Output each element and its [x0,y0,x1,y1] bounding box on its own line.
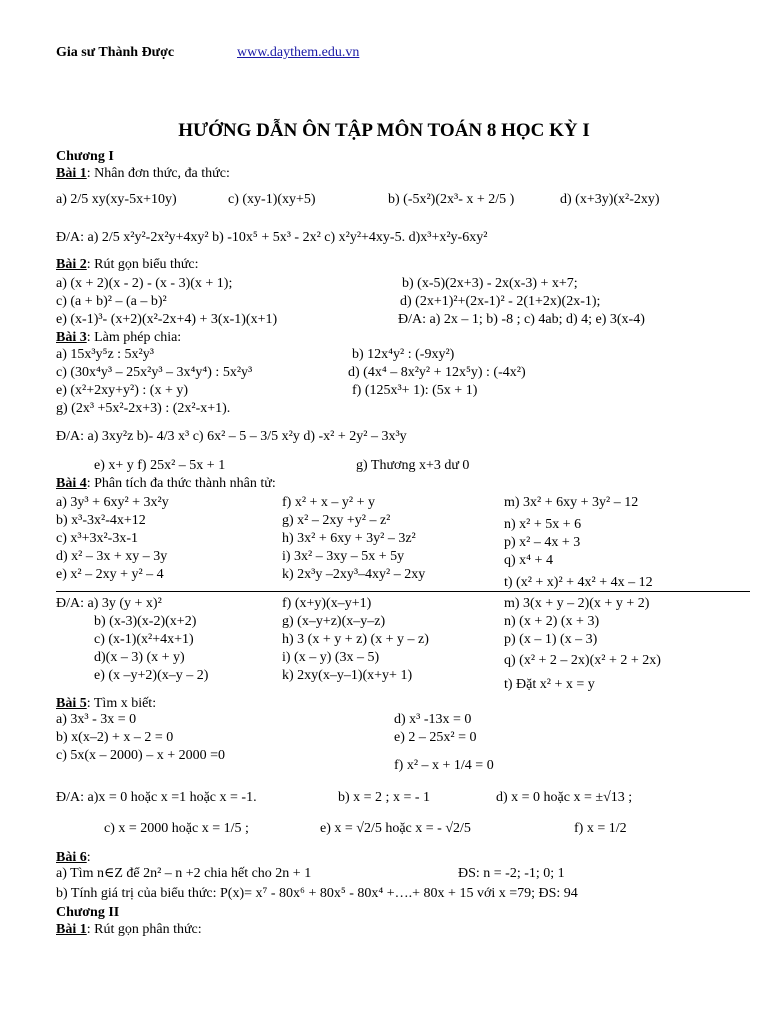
doc-line [56,429,407,445]
doc-line [56,166,230,182]
doc-line [56,276,232,292]
doc-line-text: d) (x+3y)(x²-2xy) [560,192,660,207]
doc-line-text: a) (x + 2)(x - 2) - (x - 3)(x + 1); [56,276,233,291]
doc-line [56,383,188,399]
section-divider [56,591,750,592]
doc-line-text: Đ/A: a) 3y (y + x)² [56,596,162,611]
header-website-link[interactable]: www.daythem.edu.vn [237,45,360,60]
doc-line [320,821,471,837]
doc-line-text: Chương II [56,905,120,920]
doc-line-text: f) x² + x – y² + y [282,495,376,510]
doc-line-text: c) (30x⁴y³ – 25x²y³ – 3x⁴y⁴) : 5x²y³ [56,365,253,380]
doc-line [104,821,249,837]
doc-line [504,575,653,591]
doc-line-text: f) (125x³+ 1): (5x + 1) [352,383,478,398]
doc-line [356,458,469,474]
doc-line [504,632,597,648]
doc-line [56,922,202,938]
exercise-label: Bài 6 [56,850,87,865]
doc-line-text: d)(x – 3) (x + y) [94,650,185,665]
doc-line [352,383,477,399]
doc-line [56,495,169,511]
doc-line [282,614,385,630]
doc-line [56,905,119,921]
exercise-label: Bài 5 [56,696,87,711]
doc-line-text: h) 3x² + 6xy + 3y² – 3z² [282,531,416,546]
doc-line [56,748,225,764]
doc-line-text: k) 2x³y –2xy³–4xy² – 2xy [282,567,426,582]
doc-line-text: b) x³-3x²-4x+12 [56,513,146,528]
doc-line-text: c) 5x(x – 2000) – x + 2000 =0 [56,748,225,763]
header-author: Gia sư Thành Được [56,45,175,60]
doc-line [402,276,578,292]
doc-line [94,614,196,630]
doc-line-text: m) 3(x + y – 2)(x + y + 2) [504,596,650,611]
doc-line-text: b) 12x⁴y² : (-9xy²) [352,347,455,362]
doc-line-text: e) x² – 2xy + y² – 4 [56,567,164,582]
doc-line [56,850,91,866]
doc-line [282,596,371,612]
doc-line [400,294,600,310]
doc-line [504,535,580,551]
doc-line [56,192,177,208]
doc-line [352,347,454,363]
doc-line-text: f) x² – x + 1/4 = 0 [394,758,494,773]
exercise-label: Bài 2 [56,257,87,272]
doc-line-text: c) x³+3x²-3x-1 [56,531,138,546]
doc-line [282,549,404,565]
doc-line-text: : Tìm x biết: [86,696,157,711]
doc-line [56,730,173,746]
doc-line-text: c) (x-1)(x²+4x+1) [94,632,194,647]
doc-line [94,668,208,684]
doc-line [56,330,181,346]
doc-line [458,866,565,882]
doc-line [348,365,526,381]
doc-line [282,632,429,648]
doc-line-text: : Rút gọn biểu thức: [86,257,199,272]
doc-line-text: b) Tính giá trị của biểu thức: P(x)= x⁷ - 80x⁶ + 80x⁵ - 80x⁴ +….+ 80x + 15 với x =79; ĐS: 94 [56,886,578,901]
doc-line [504,596,649,612]
doc-line-text: Chương I [56,149,114,164]
doc-line-text: i) (x – y) (3x – 5) [282,650,380,665]
doc-line-text: e) (x –y+2)(x–y – 2) [94,668,209,683]
doc-line-text: : Làm phép chia: [86,330,182,345]
doc-line-text: d) (2x+1)²+(2x-1)² - 2(1+2x)(2x-1); [400,294,601,309]
doc-line [394,730,476,746]
doc-line-text: b) (-5x²)(2x³- x + 2/5 ) [388,192,515,207]
doc-line [56,347,154,363]
doc-line-text: Đ/A: a) 2x – 1; b) -8 ; c) 4ab; d) 4; e) 3(x-4) [398,312,645,327]
doc-line-text: p) x² – 4x + 3 [504,535,581,550]
doc-line-text: Đ/A: a) 3xy²z b)- 4/3 x³ c) 6x² – 5 – 3/5 x²y d) -x² + 2y² – 3x³y [56,429,407,444]
doc-line-text: e) 2 – 25x² = 0 [394,730,477,745]
doc-line-text: n) (x + 2) (x + 3) [504,614,600,629]
doc-line-text: ĐS: n = -2; -1; 0; 1 [458,866,565,881]
doc-line [56,294,167,310]
doc-line-text: d) (4x⁴ – 8x²y² + 12x⁵y) : (-4x²) [348,365,526,380]
doc-line [398,312,645,328]
doc-line [394,712,471,728]
doc-line [56,790,257,806]
doc-line-text: b) x = 2 ; x = - 1 [338,790,431,805]
doc-line [56,149,114,165]
exercise-label: Bài 1 [56,166,87,181]
doc-line [388,192,514,208]
doc-line-text: c) (xy-1)(xy+5) [228,192,316,207]
doc-line-text: c) (a + b)² – (a – b)² [56,294,167,309]
doc-line [394,758,494,774]
exercise-label: Bài 4 [56,476,87,491]
doc-line-text: f) (x+y)(x–y+1) [282,596,372,611]
doc-line-text: : Nhân đơn thức, đa thức: [86,166,230,181]
doc-line-text: a) 3y³ + 6xy² + 3x²y [56,495,169,510]
doc-line-text: b) (x-3)(x-2)(x+2) [94,614,197,629]
doc-line [560,192,660,208]
doc-line [56,866,311,882]
doc-line-text: a) 2/5 xy(xy-5x+10y) [56,192,177,207]
doc-line-text: d) x² – 3x + xy – 3y [56,549,168,564]
doc-line-text: : Phân tích đa thức thành nhân tử: [86,476,276,491]
exercise-label: Bài 1 [56,922,87,937]
doc-line [504,553,553,569]
doc-line-text: Đ/A: a)x = 0 hoặc x =1 hoặc x = -1. [56,790,257,805]
doc-line [56,567,164,583]
doc-line-text: e) (x-1)³- (x+2)(x²-2x+4) + 3(x-1)(x+1) [56,312,278,327]
doc-line [282,513,390,529]
doc-line [56,312,277,328]
doc-line [94,458,225,474]
doc-line-text: d) x³ -13x = 0 [394,712,472,727]
doc-line-text: d) x = 0 hoặc x = ±√13 ; [496,790,633,805]
doc-line-text: : [86,850,91,865]
doc-line-text: e) (x²+2xy+y²) : (x + y) [56,383,188,398]
doc-line-text: g) (x–y+z)(x–y–z) [282,614,386,629]
doc-line-text: n) x² + 5x + 6 [504,517,582,532]
doc-line [504,614,599,630]
doc-line-text: f) x = 1/2 [574,821,627,836]
doc-line [56,712,136,728]
doc-line-text: t) Đặt x² + x = y [504,677,595,692]
doc-line-text: t) (x² + x)² + 4x² + 4x – 12 [504,575,653,590]
doc-line [56,596,162,612]
doc-line-text: : Rút gọn phân thức: [86,922,202,937]
doc-line [56,230,487,246]
doc-line-text: b) x(x–2) + x – 2 = 0 [56,730,174,745]
doc-line [56,886,578,902]
doc-line [504,653,661,669]
doc-line-text: m) 3x² + 6xy + 3y² – 12 [504,495,639,510]
doc-line-text: k) 2xy(x–y–1)(x+y+ 1) [282,668,413,683]
doc-line-text: c) x = 2000 hoặc x = 1/5 ; [104,821,249,836]
doc-line-text: g) (2x³ +5x²-2x+3) : (2x²-x+1). [56,401,231,416]
doc-line-text: p) (x – 1) (x – 3) [504,632,598,647]
doc-line [282,650,379,666]
doc-line-text: Đ/A: a) 2/5 x²y²-2x²y+4xy² b) -10x⁵ + 5x³ - 2x² c) x²y²+4xy-5. d)x³+x²y-6xy² [56,230,488,245]
doc-line [282,531,416,547]
doc-line [574,821,627,837]
doc-line [504,517,581,533]
exercise-label: Bài 3 [56,330,87,345]
doc-line [56,531,138,547]
doc-line [56,513,146,529]
doc-line-text: i) 3x² – 3xy – 5x + 5y [282,549,405,564]
doc-line [94,650,185,666]
doc-line [282,668,412,684]
doc-line-text: e) x+ y f) 25x² – 5x + 1 [94,458,226,473]
doc-line-text: a) 3x³ - 3x = 0 [56,712,137,727]
doc-line-text: e) x = √2/5 hoặc x = - √2/5 [320,821,471,836]
doc-line [504,495,638,511]
doc-line-text: a) Tìm n∈Z để 2n² – n +2 chia hết cho 2n + 1 [56,866,312,881]
doc-line [56,696,156,712]
doc-line [228,192,316,208]
doc-line-text: q) (x² + 2 – 2x)(x² + 2 + 2x) [504,653,661,668]
doc-line-text: q) x⁴ + 4 [504,553,553,568]
doc-line-text: g) x² – 2xy +y² – z² [282,513,391,528]
doc-line [504,677,595,693]
doc-line [56,401,230,417]
doc-line [94,632,194,648]
doc-line [282,567,425,583]
doc-line-text: b) (x-5)(2x+3) - 2x(x-3) + x+7; [402,276,578,291]
doc-line-text: g) Thương x+3 dư 0 [356,458,470,473]
doc-line [56,365,252,381]
doc-line [282,495,375,511]
doc-line [56,257,199,273]
doc-line [338,790,430,806]
page-title: HƯỚNG DẪN ÔN TẬP MÔN TOÁN 8 HỌC KỲ I [178,120,590,141]
doc-line [56,476,276,492]
doc-line [496,790,632,806]
doc-line-text: h) 3 (x + y + z) (x + y – z) [282,632,429,647]
doc-line-text: a) 15x³y⁵z : 5x²y³ [56,347,154,362]
doc-line [56,549,167,565]
